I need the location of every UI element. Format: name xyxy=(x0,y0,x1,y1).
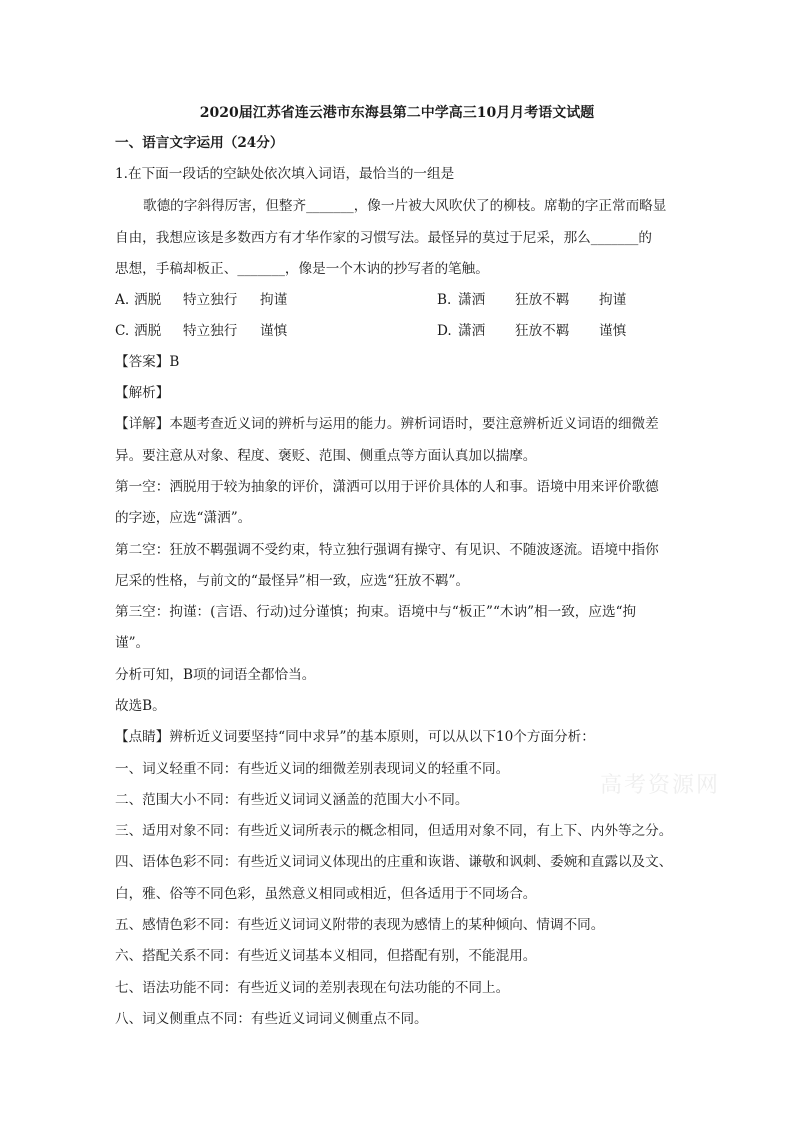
tip-line: 七、语法功能不同：有些近义词的差别表现在句法功能的不同上。 xyxy=(115,980,510,996)
passage-line: 自由，我想应该是多数西方有才华作家的习惯写法。最怪异的莫过于尼采，那么_______的 xyxy=(115,230,652,246)
tip-line: 【点睛】辨析近义词要坚持“同中求异”的基本原则，可以从以下10个方面分析： xyxy=(115,729,595,745)
option-c-word3: 谨慎 xyxy=(260,323,288,339)
option-b-word1: 潇洒 xyxy=(458,292,486,308)
tip-line: 八、词义侧重点不同：有些近义词词义侧重点不同。 xyxy=(115,1011,428,1027)
option-a-letter: A. xyxy=(115,292,130,308)
answer-line: 【答案】B xyxy=(115,354,180,370)
explanation-line: 第一空：洒脱用于较为抽象的评价，潇洒可以用于评价具体的人和事。语境中用来评价歌德 xyxy=(115,479,659,495)
question-stem: 1.在下面一段话的空缺处依次填入词语，最恰当的一组是 xyxy=(115,166,455,182)
tip-line: 三、适用对象不同：有些近义词所表示的概念相同，但适用对象不同，有上下、内外等之分。 xyxy=(115,823,673,839)
tip-line: 一、词义轻重不同：有些近义词的细微差别表现词义的轻重不同。 xyxy=(115,761,510,777)
passage-line: 思想，手稿却板正、_______，像是一个木讷的抄写者的笔触。 xyxy=(115,261,489,277)
document-title: 2020届江苏省连云港市东海县第二中学高三10月月考语文试题 xyxy=(199,105,595,121)
tip-line: 白，雅、俗等不同色彩，虽然意义相同或相近，但各适用于不同场合。 xyxy=(115,886,537,902)
section-heading: 一、语言文字运用（24分） xyxy=(115,135,284,151)
option-d-word2: 狂放不羁 xyxy=(515,323,570,339)
watermark: 高考资源网 xyxy=(600,773,721,798)
option-c-word1: 洒脱 xyxy=(134,323,162,339)
tip-line: 二、范围大小不同：有些近义词词义涵盖的范围大小不同。 xyxy=(115,792,469,808)
option-b-word3: 拘谨 xyxy=(599,292,627,308)
tip-line: 五、感情色彩不同：有些近义词词义附带的表现为感情上的某种倾向、情调不同。 xyxy=(115,917,605,933)
analysis-heading: 【解析】 xyxy=(115,385,170,401)
explanation-line: 故选B。 xyxy=(115,698,166,714)
tip-line: 六、搭配关系不同：有些近义词基本义相同，但搭配有别，不能混用。 xyxy=(115,948,537,964)
explanation-line: 第二空：狂放不羁强调不受约束，特立独行强调有操守、有见识、不随波逐流。语境中指你 xyxy=(115,542,659,558)
option-c-word2: 特立独行 xyxy=(183,323,238,339)
explanation-line: 第三空：拘谨：(言语、行动)过分谨慎；拘束。语境中与“板正”“木讷”相一致，应选“拘 xyxy=(115,604,637,620)
option-d-word3: 谨慎 xyxy=(599,323,627,339)
option-a-word3: 拘谨 xyxy=(260,292,288,308)
passage-line: 歌德的字斜得厉害，但整齐_______，像一片被大风吹伏了的柳枝。席勒的字正常而略显 xyxy=(143,198,667,214)
explanation-line: 尼采的性格，与前文的“最怪异”相一致，应选“狂放不羁”。 xyxy=(115,573,470,589)
tip-line: 四、语体色彩不同：有些近义词词义体现出的庄重和诙谐、谦敬和讽刺、委婉和直露以及文、 xyxy=(115,854,673,870)
option-a-word1: 洒脱 xyxy=(134,292,162,308)
option-d-letter: D. xyxy=(437,323,452,339)
option-b-word2: 狂放不羁 xyxy=(515,292,570,308)
explanation-line: 异。要注意从对象、程度、褒贬、范围、侧重点等方面认真加以揣摩。 xyxy=(115,448,537,464)
explanation-line: 【详解】本题考查近义词的辨析与运用的能力。辨析词语时，要注意辨析近义词语的细微差 xyxy=(115,416,659,432)
option-b-letter: B. xyxy=(437,292,452,308)
option-d-word1: 潇洒 xyxy=(458,323,486,339)
explanation-line: 分析可知，B项的词语全都恰当。 xyxy=(115,667,316,683)
explanation-line: 的字迹，应选“潇洒”。 xyxy=(115,510,252,526)
option-a-word2: 特立独行 xyxy=(183,292,238,308)
explanation-line: 谨”。 xyxy=(115,635,150,651)
option-c-letter: C. xyxy=(115,323,130,339)
